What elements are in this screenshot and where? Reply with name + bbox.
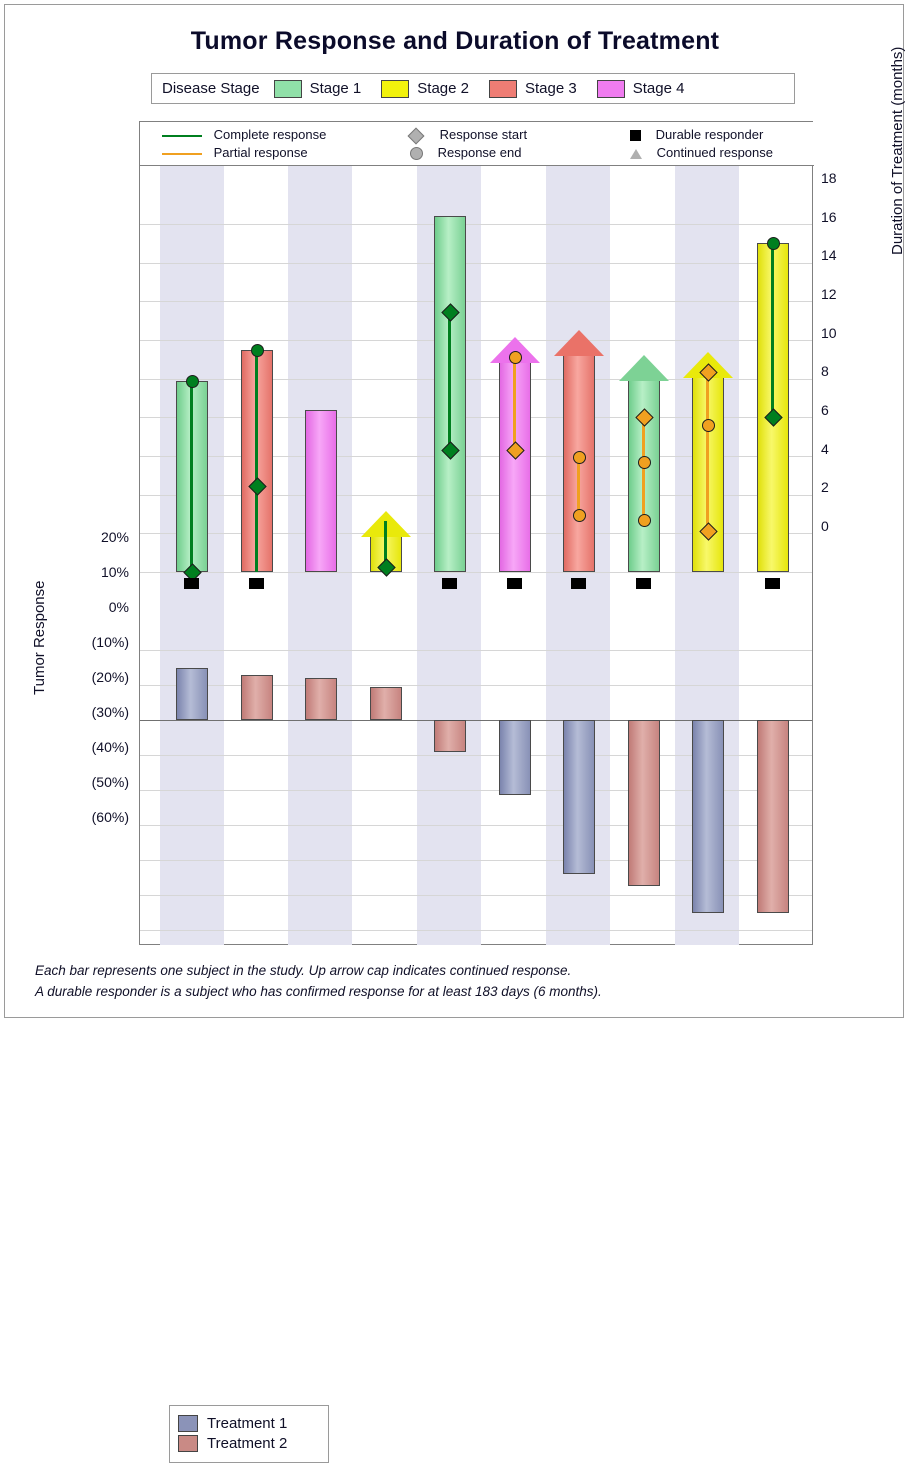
stage-1-label: Stage 1 xyxy=(309,80,362,97)
response-tick-20: 20% xyxy=(100,529,129,545)
legend-continued-response xyxy=(630,145,773,160)
response-tick-10: 10% xyxy=(100,564,129,580)
partial-response-line xyxy=(577,456,580,514)
legend-title: Disease Stage xyxy=(162,80,260,97)
duration-tick-8: 8 xyxy=(821,363,829,379)
response-end-marker xyxy=(638,514,651,527)
stage-4-label: Stage 4 xyxy=(632,80,685,97)
response-tick-n30: (30%) xyxy=(91,704,129,720)
response-bar[interactable] xyxy=(176,668,208,721)
response-bar[interactable] xyxy=(757,720,789,913)
response-end-marker xyxy=(573,451,586,464)
response-bar[interactable] xyxy=(370,687,402,720)
disease-stage-legend xyxy=(151,73,795,104)
stage-4-swatch xyxy=(597,80,625,98)
duration-bar[interactable] xyxy=(305,410,337,572)
stage-1-swatch xyxy=(274,80,302,98)
durable-responder-marker xyxy=(442,578,457,589)
treatment-1-label: Treatment 1 xyxy=(207,1415,288,1432)
response-end-label: Response end xyxy=(437,145,522,160)
duration-tick-12: 12 xyxy=(821,286,837,302)
footnote-2: A durable responder is a subject who has confirmed response for at least 183 days (6 months). xyxy=(35,984,602,999)
right-axis-title: Duration of Treatment (months) xyxy=(889,46,906,255)
treatment-2-label: Treatment 2 xyxy=(207,1435,288,1452)
legend-complete-response xyxy=(162,127,326,142)
complete-response-line-icon xyxy=(162,135,202,137)
treatment-legend xyxy=(169,1405,329,1463)
legend-response-end xyxy=(410,145,521,160)
continued-response-label: Continued response xyxy=(656,145,773,160)
page-title: Tumor Response and Duration of Treatment xyxy=(190,27,720,55)
response-start-marker xyxy=(573,509,586,522)
response-bar[interactable] xyxy=(434,720,466,752)
durable-responder-marker xyxy=(184,578,199,589)
square-icon xyxy=(630,130,641,141)
legend-item-stage-4[interactable] xyxy=(597,80,685,98)
stage-2-swatch xyxy=(381,80,409,98)
chart-frame xyxy=(4,4,906,1452)
durable-responder-marker xyxy=(765,578,780,589)
stage-3-swatch xyxy=(489,80,517,98)
durable-responder-label: Durable responder xyxy=(655,127,764,142)
duration-panel xyxy=(140,166,812,650)
footnotes xyxy=(35,960,602,1002)
duration-tick-0: 0 xyxy=(821,518,829,534)
response-end-marker xyxy=(509,351,522,364)
response-tick-n20: (20%) xyxy=(91,669,129,685)
response-bar[interactable] xyxy=(241,675,273,721)
response-tick-n40: (40%) xyxy=(91,739,129,755)
response-bar[interactable] xyxy=(305,678,337,720)
response-mid-marker xyxy=(702,419,715,432)
response-bar[interactable] xyxy=(628,720,660,886)
legend-item-stage-1[interactable] xyxy=(274,80,362,98)
response-mid-marker xyxy=(638,456,651,469)
complete-response-line xyxy=(255,349,258,572)
legend-durable-responder xyxy=(630,127,763,142)
response-end-marker xyxy=(186,375,199,388)
duration-tick-18: 18 xyxy=(821,170,837,186)
legend-item-treatment-2[interactable] xyxy=(178,1435,320,1452)
duration-tick-14: 14 xyxy=(821,247,837,263)
duration-tick-16: 16 xyxy=(821,209,837,225)
footnote-1: Each bar represents one subject in the study. Up arrow cap indicates continued response. xyxy=(35,963,572,978)
complete-response-line xyxy=(771,242,774,418)
durable-responder-marker xyxy=(507,578,522,589)
stage-2-label: Stage 2 xyxy=(417,80,469,97)
response-end-marker xyxy=(251,344,264,357)
complete-response-line xyxy=(448,311,451,451)
response-bar[interactable] xyxy=(499,720,531,795)
continued-response-arrow xyxy=(619,355,669,381)
diamond-icon xyxy=(408,127,425,144)
continued-response-arrow xyxy=(554,330,604,356)
response-end-marker xyxy=(767,237,780,250)
treatment-1-swatch xyxy=(178,1415,198,1432)
stage-3-label: Stage 3 xyxy=(525,80,577,97)
legend-item-stage-3[interactable] xyxy=(489,80,577,98)
response-tick-0: 0% xyxy=(108,599,129,615)
duration-tick-10: 10 xyxy=(821,325,837,341)
partial-response-line-icon xyxy=(162,153,202,155)
duration-tick-6: 6 xyxy=(821,402,829,418)
response-bar[interactable] xyxy=(692,720,724,913)
partial-response-line xyxy=(513,356,516,451)
legend-partial-response xyxy=(162,145,308,160)
durable-responder-marker xyxy=(249,578,264,589)
duration-tick-4: 4 xyxy=(821,441,829,457)
response-bar[interactable] xyxy=(563,720,595,874)
circle-icon xyxy=(410,147,423,160)
complete-response-line xyxy=(190,380,193,572)
legend-item-treatment-1[interactable] xyxy=(178,1415,320,1432)
response-tick-n50: (50%) xyxy=(91,774,129,790)
treatment-2-swatch xyxy=(178,1435,198,1452)
legend-item-stage-2[interactable] xyxy=(381,80,469,98)
duration-tick-2: 2 xyxy=(821,479,829,495)
complete-response-label: Complete response xyxy=(213,127,327,142)
response-tick-n60: (60%) xyxy=(91,809,129,825)
response-marker-legend xyxy=(140,122,814,166)
durable-responder-marker xyxy=(571,578,586,589)
response-tick-n10: (10%) xyxy=(91,634,129,650)
legend-response-start xyxy=(410,127,527,142)
durable-responder-marker xyxy=(636,578,651,589)
partial-response-label: Partial response xyxy=(213,145,308,160)
response-start-label: Response start xyxy=(439,127,528,142)
triangle-icon xyxy=(630,149,642,159)
left-axis-title: Tumor Response xyxy=(31,580,48,695)
partial-response-line xyxy=(706,371,709,531)
